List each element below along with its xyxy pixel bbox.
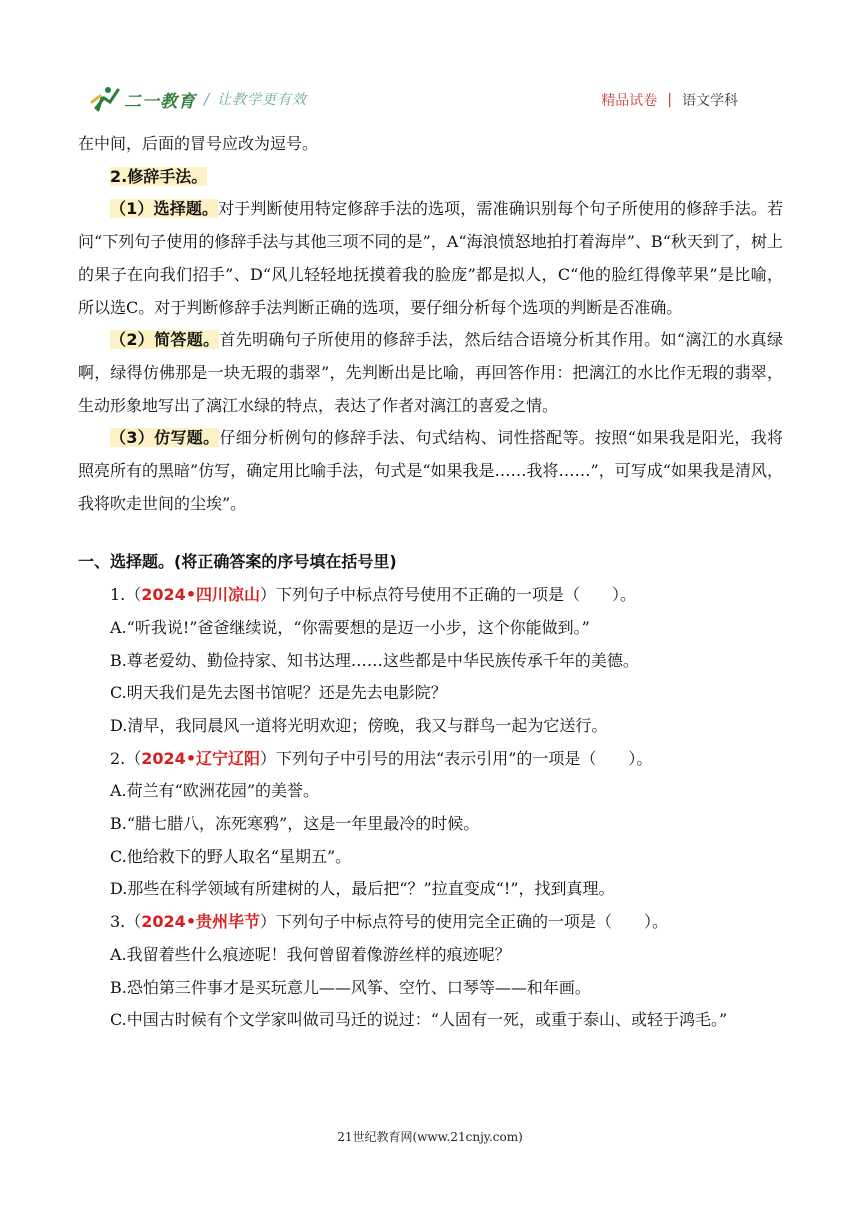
option-2b: B.“腊七腊八，冻死寒鸦”，这是一年里最冷的时候。 bbox=[110, 814, 480, 834]
label-imitation: （3）仿写题。 bbox=[110, 428, 220, 448]
page-header bbox=[88, 80, 778, 120]
category-label: 精品试卷 bbox=[601, 93, 658, 109]
option-2c: C.他给救下的野人取名“星期五”。 bbox=[110, 846, 352, 866]
question-source: 2024•四川凉山 bbox=[141, 585, 261, 605]
option-1b: B.尊老爱幼、勤俭持家、知书达理……这些都是中华民族传承千年的美德。 bbox=[110, 650, 639, 670]
question-3 bbox=[78, 906, 783, 939]
brand-slogan: 让教学更有效 bbox=[217, 92, 308, 108]
question-number: 1.（ bbox=[110, 585, 142, 605]
heading-rhetoric-text: 2.修辞手法。 bbox=[110, 166, 208, 186]
label-choice: （1）选择题。 bbox=[110, 199, 219, 219]
label-short-answer: （2）简答题。 bbox=[110, 330, 220, 350]
paragraph-short-answer bbox=[78, 324, 783, 422]
brand-name: 二一教育 bbox=[124, 91, 196, 112]
document-body bbox=[78, 128, 783, 1037]
question-source: 2024•贵州毕节 bbox=[141, 912, 261, 932]
question-stem: ）下列句子中标点符号的使用完全正确的一项是（ ）。 bbox=[260, 912, 669, 932]
option-2a: A.荷兰有“欧洲花园”的美誉。 bbox=[110, 781, 320, 801]
brand-separator: / bbox=[204, 90, 210, 108]
page-footer: 21世纪教育网(www.21cnjy.com) bbox=[337, 1130, 523, 1144]
option-2d: D.那些在科学领域有所建树的人，最后把“？”拉直变成“!”，找到真理。 bbox=[110, 879, 615, 899]
question-1 bbox=[78, 579, 783, 612]
option-1d: D.清早，我同晨风一道将光明欢迎；傍晚，我又与群鸟一起为它送行。 bbox=[110, 715, 608, 735]
option-3a: A.我留着些什么痕迹呢！我何曾留着像游丝样的痕迹呢？ bbox=[110, 944, 511, 964]
paragraph-continuation: 在中间，后面的冒号应改为逗号。 bbox=[78, 134, 319, 153]
text-short-answer: 首先明确句子所使用的修辞手法，然后结合语境分析其作用。如“漓江的水真绿啊，绿得仿佛那是一块无瑕的翡翠”，先判断出是比喻，再回答作用：把漓江的水比作无瑕的翡翠，生动形象地写出了漓江水绿的特点，表达了作者对漓江的喜爱之情。 bbox=[78, 330, 783, 415]
option-1c: C.明天我们是先去图书馆呢？还是先去电影院？ bbox=[110, 683, 447, 703]
paragraph-choice bbox=[78, 193, 783, 324]
text-choice: 对于判断使用特定修辞手法的选项，需准确识别每个句子所使用的修辞手法。若问“下列句子使用的修辞手法与其他三项不同的是”，A“海浪愤怒地拍打着海岸”、B“秋天到了，树上的果子在向我们招手”、D“风儿轻轻地抚摸着我的脸庞”都是拟人，C“他的脸红得像苹果”是比喻，所以选C。对于判断修辞手法判断正确的选项，要仔细分析每个选项的判断是否准确。 bbox=[78, 199, 783, 317]
question-number: 3.（ bbox=[110, 912, 142, 932]
header-category bbox=[601, 90, 738, 110]
paragraph-imitation bbox=[78, 422, 783, 520]
question-2 bbox=[78, 743, 783, 776]
question-source: 2024•辽宁辽阳 bbox=[141, 748, 261, 768]
brand-logo bbox=[88, 84, 307, 114]
option-1a: A.“听我说!”爸爸继续说，“你需要想的是迈一小步，这个你能做到。” bbox=[110, 617, 590, 637]
option-3b: B.恐怕第三件事才是买玩意儿——风筝、空竹、口琴等——和年画。 bbox=[110, 977, 591, 997]
category-separator: | bbox=[667, 92, 672, 108]
question-stem: ）下列句子中引号的用法“表示引用”的一项是（ ）。 bbox=[260, 748, 653, 768]
question-number: 2.（ bbox=[110, 748, 142, 768]
subject-label: 语文学科 bbox=[682, 93, 738, 109]
heading-rhetoric bbox=[78, 161, 783, 194]
runner-logo-icon bbox=[88, 84, 122, 114]
section-title: 一、选择题。(将正确答案的序号填在括号里) bbox=[78, 552, 397, 572]
text-imitation: 仔细分析例句的修辞手法、句式结构、词性搭配等。按照“如果我是阳光，我将照亮所有的黑暗”仿写，确定用比喻手法，句式是“如果我是……我将……”，可写成“如果我是清风，我将吹走世间的尘埃”。 bbox=[78, 428, 783, 513]
option-3c: C.中国古时候有个文学家叫做司马迁的说过：“人固有一死，或重于泰山、或轻于鸿毛。” bbox=[110, 1010, 728, 1030]
question-stem: ）下列句子中标点符号使用不正确的一项是（ ）。 bbox=[260, 585, 637, 605]
